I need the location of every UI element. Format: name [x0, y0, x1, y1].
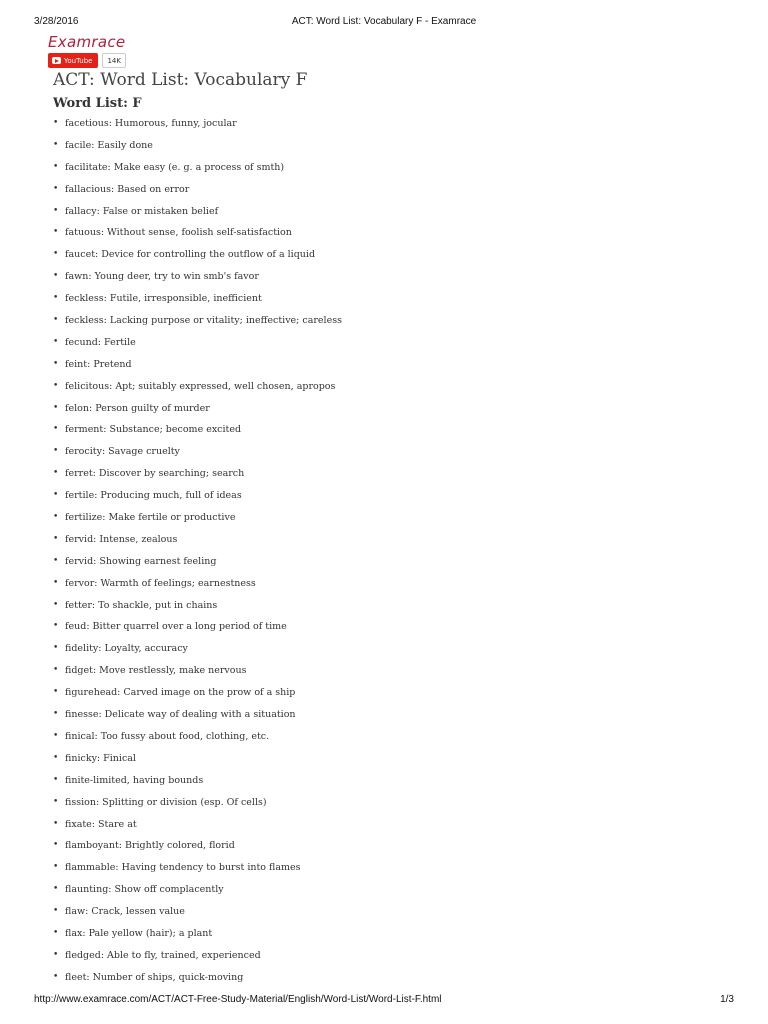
list-item: • fallacy: False or mistaken belief [53, 201, 342, 223]
list-item: • ferocity: Savage cruelty [53, 441, 342, 463]
list-item: • fallacious: Based on error [53, 179, 342, 201]
list-item: • fidelity: Loyalty, accuracy [53, 638, 342, 660]
list-item: • felon: Person guilty of murder [53, 398, 342, 420]
list-item: • flaunting: Show off complacently [53, 879, 342, 901]
youtube-subscribe [48, 53, 126, 68]
page-title: ACT: Word List: Vocabulary F [53, 70, 308, 90]
list-item: • figurehead: Carved image on the prow of a ship [53, 682, 342, 704]
subscriber-count: 14K [102, 53, 126, 68]
list-item: • fetter: To shackle, put in chains [53, 595, 342, 617]
list-item: • fertilize: Make fertile or productive [53, 507, 342, 529]
list-item: • flamboyant: Brightly colored, florid [53, 835, 342, 857]
list-item: • ferment: Substance; become excited [53, 419, 342, 441]
list-item: • flammable: Having tendency to burst into flames [53, 857, 342, 879]
list-item: • finite-limited, having bounds [53, 770, 342, 792]
youtube-button[interactable] [48, 53, 98, 68]
list-item: • feint: Pretend [53, 354, 342, 376]
list-item: • feckless: Futile, irresponsible, inefficient [53, 288, 342, 310]
print-date: 3/28/2016 [34, 16, 79, 27]
print-page-title: ACT: Word List: Vocabulary F - Examrace [291, 16, 477, 27]
list-item: • facile: Easily done [53, 135, 342, 157]
youtube-play-icon [52, 57, 61, 64]
list-item: • flax: Pale yellow (hair); a plant [53, 923, 342, 945]
list-item: • fervid: Intense, zealous [53, 529, 342, 551]
section-title: Word List: F [53, 96, 142, 111]
print-header [34, 16, 734, 30]
list-item: • ferret: Discover by searching; search [53, 463, 342, 485]
word-list [53, 113, 342, 989]
list-item: • faucet: Device for controlling the outflow of a liquid [53, 244, 342, 266]
list-item: • fecund: Fertile [53, 332, 342, 354]
list-item: • fatuous: Without sense, foolish self-satisfaction [53, 222, 342, 244]
list-item: • fervid: Showing earnest feeling [53, 551, 342, 573]
list-item: • fidget: Move restlessly, make nervous [53, 660, 342, 682]
print-footer [34, 994, 734, 1008]
print-url[interactable]: http://www.examrace.com/ACT/ACT-Free-Study-Material/English/Word-List/Word-List-F.html [34, 994, 442, 1005]
list-item: • feud: Bitter quarrel over a long period of time [53, 616, 342, 638]
list-item: • facetious: Humorous, funny, jocular [53, 113, 342, 135]
page-number: 1/3 [720, 994, 734, 1005]
list-item: • finical: Too fussy about food, clothing, etc. [53, 726, 342, 748]
list-item: • finesse: Delicate way of dealing with a situation [53, 704, 342, 726]
list-item: • fixate: Stare at [53, 814, 342, 836]
list-item: • fleet: Number of ships, quick-moving [53, 967, 342, 989]
list-item: • flaw: Crack, lessen value [53, 901, 342, 923]
examrace-logo[interactable]: Examrace [48, 33, 126, 51]
list-item: • finicky: Finical [53, 748, 342, 770]
list-item: • fertile: Producing much, full of ideas [53, 485, 342, 507]
list-item: • feckless: Lacking purpose or vitality; ineffective; careless [53, 310, 342, 332]
list-item: • fervor: Warmth of feelings; earnestness [53, 573, 342, 595]
youtube-label: YouTube [64, 56, 93, 65]
list-item: • felicitous: Apt; suitably expressed, well chosen, apropos [53, 376, 342, 398]
list-item: • fission: Splitting or division (esp. Of cells) [53, 792, 342, 814]
list-item: • fawn: Young deer, try to win smb's favor [53, 266, 342, 288]
list-item: • fledged: Able to fly, trained, experienced [53, 945, 342, 967]
list-item: • facilitate: Make easy (e. g. a process of smth) [53, 157, 342, 179]
